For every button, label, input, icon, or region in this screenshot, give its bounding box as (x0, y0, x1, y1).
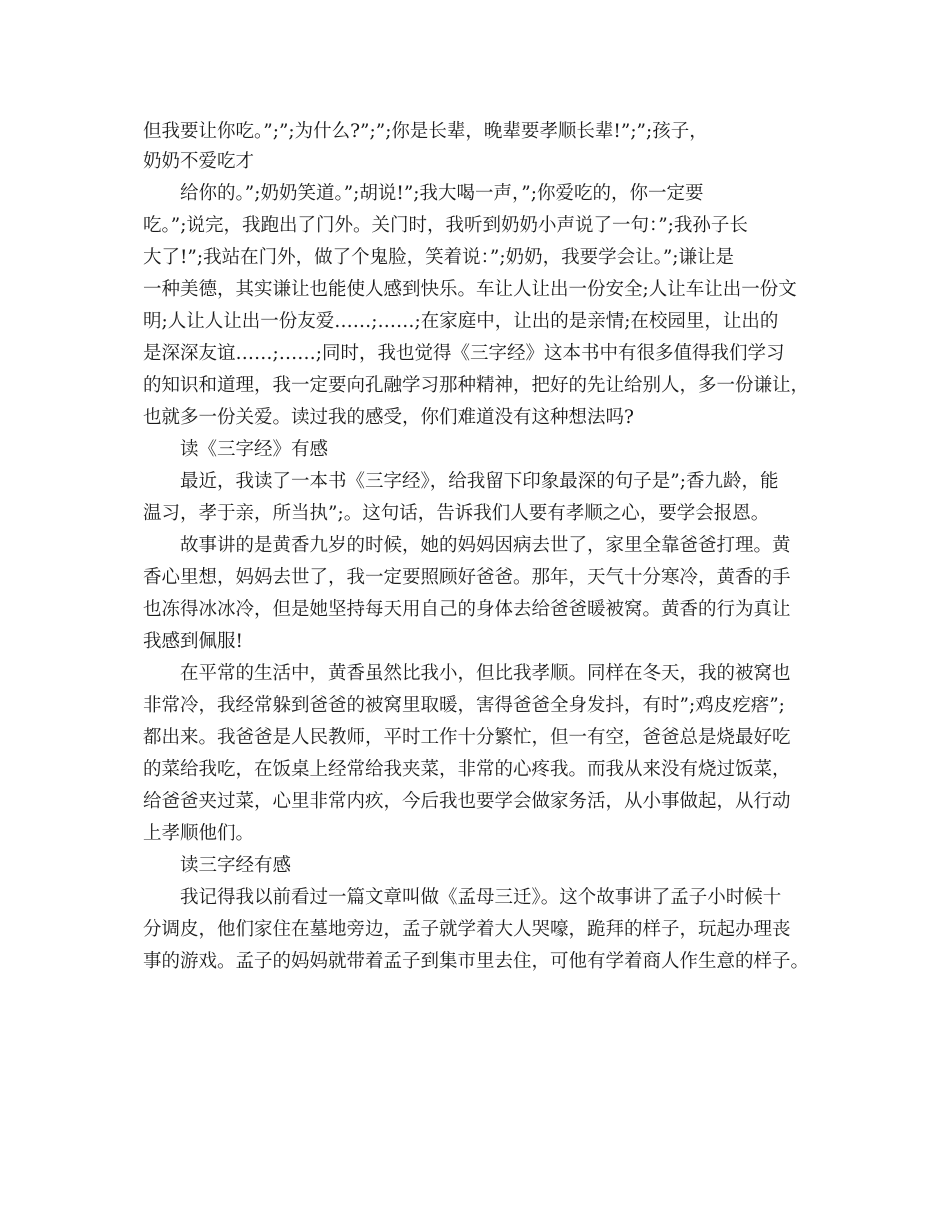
text-line: 都出来。我爸爸是人民教师，平时工作十分繁忙，但一有空，爸爸总是烧最好吃 (143, 727, 791, 748)
text-line: 分调皮，他们家住在墓地旁边，孟子就学着大人哭嚎，跪拜的样子，玩起办理丧 (143, 919, 791, 940)
section-heading: 读《三字经》有感 (180, 439, 329, 460)
text-line: 是深深友谊……;……;同时，我也觉得《三字经》这本书中有很多值得我们学习 (143, 343, 785, 364)
paragraph-start-line: 故事讲的是黄香九岁的时候，她的妈妈因病去世了，家里全靠爸爸打理。黄 (180, 535, 791, 556)
text-line: 但我要让你吃。”;”;为什么?”;”;你是长辈，晚辈要孝顺长辈!”;”;孩子， (143, 121, 708, 142)
text-line: 的知识和道理，我一定要向孔融学习那种精神，把好的先让给别人，多一份谦让， (143, 375, 810, 396)
text-line: 的菜给我吃，在饭桌上经常给我夹菜，非常的心疼我。而我从来没有烧过饭菜， (143, 759, 791, 780)
paragraph-start-line: 最近，我读了一本书《三字经》，给我留下印象最深的句子是”;香九龄，能 (180, 471, 779, 492)
text-line: 香心里想，妈妈去世了，我一定要照顾好爸爸。那年，天气十分寒冷，黄香的手 (143, 567, 791, 588)
text-line: 大了!”;我站在门外，做了个鬼脸，笑着说：”;奶奶，我要学会让。”;谦让是 (143, 247, 735, 268)
text-line: 明;人让人让出一份友爱……;……;在家庭中，让出的是亲情;在校园里，让出的 (143, 311, 779, 332)
text-line: 奶奶不爱吃才 (143, 151, 255, 172)
text-line: 一种美德，其实谦让也能使人感到快乐。车让人让出一份安全;人让车让出一份文 (143, 279, 797, 300)
text-line: 给爸爸夹过菜，心里非常内疚，今后我也要学会做家务活，从小事做起，从行动 (143, 791, 791, 812)
text-line: 非常冷，我经常躲到爸爸的被窝里取暖，害得爸爸全身发抖，有时”;鸡皮疙瘩”; (143, 695, 785, 716)
text-line: 上孝顺他们。 (143, 823, 255, 844)
paragraph-start-line: 给你的。”;奶奶笑道。”;胡说!”;我大喝一声，”;你爱吃的，你一定要 (180, 183, 704, 204)
section-heading: 读三字经有感 (180, 855, 292, 876)
text-line: 也冻得冰冰冷，但是她坚持每天用自己的身体去给爸爸暖被窝。黄香的行为真让 (143, 599, 791, 620)
text-line: 事的游戏。孟子的妈妈就带着孟子到集市里去住，可他有学着商人作生意的样子。 (143, 951, 810, 972)
text-line: 吃。”;说完，我跑出了门外。关门时，我听到奶奶小声说了一句：”;我孙子长 (143, 215, 748, 236)
paragraph-start-line: 我记得我以前看过一篇文章叫做《孟母三迁》。这个故事讲了孟子小时候十 (180, 887, 782, 908)
text-line: 也就多一份关爱。读过我的感受，你们难道没有这种想法吗? (143, 407, 634, 428)
paragraph-start-line: 在平常的生活中，黄香虽然比我小，但比我孝顺。同样在冬天，我的被窝也 (180, 663, 791, 684)
document-body (143, 118, 815, 978)
text-line: 温习，孝于亲，所当执”;。这句话，告诉我们人要有孝顺之心，要学会报恩。 (143, 503, 770, 524)
text-line: 我感到佩服! (143, 631, 243, 652)
